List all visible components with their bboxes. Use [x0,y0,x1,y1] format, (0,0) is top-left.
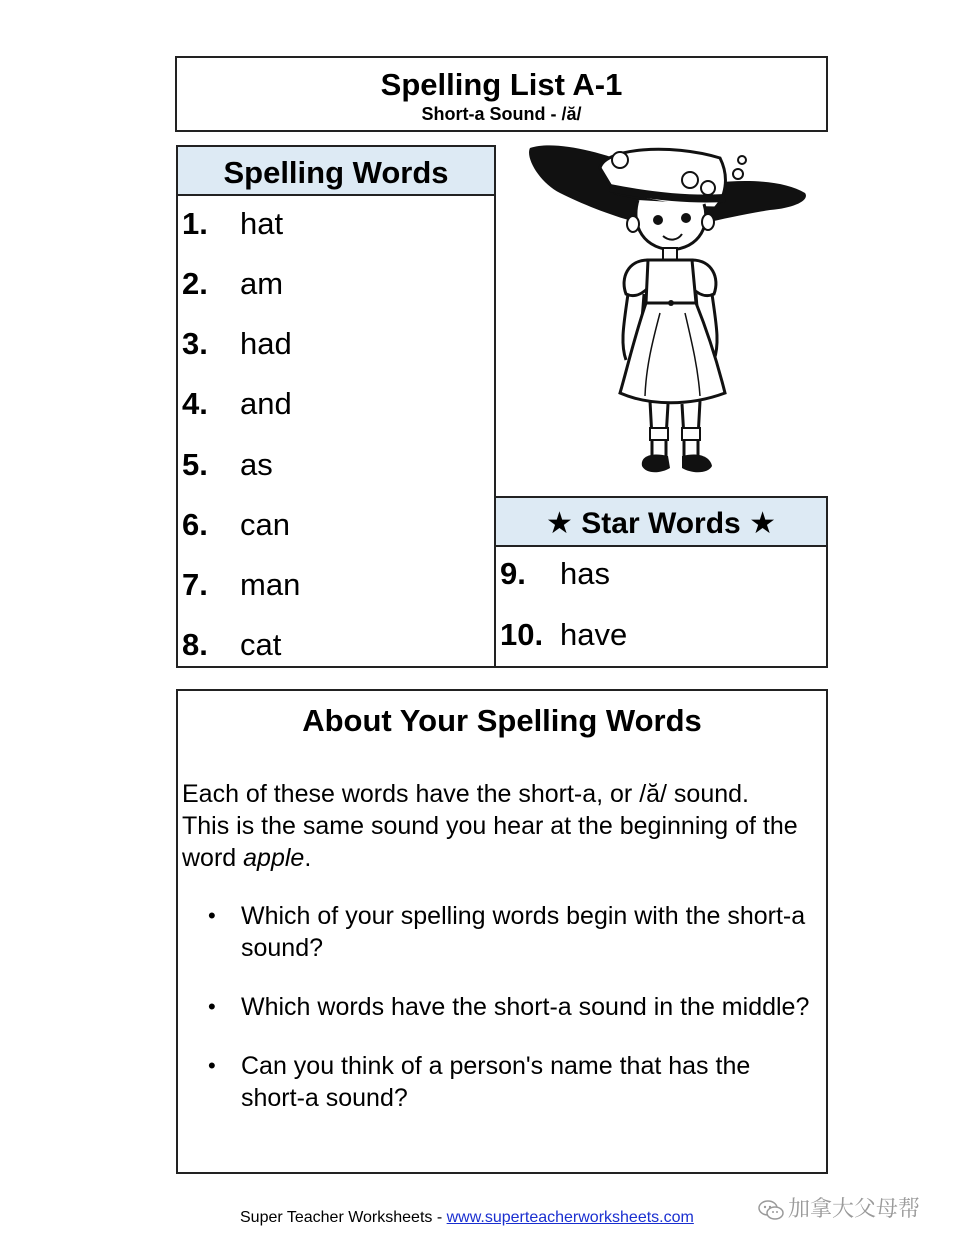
word-text: had [240,326,292,361]
girl-in-hat-illustration [520,138,815,488]
watermark-text: 加拿大父母帮 [788,1196,921,1221]
bullet-icon: • [208,994,216,1019]
word-number: 6. [182,507,208,542]
wechat-icon [758,1200,784,1220]
footer-text: Super Teacher Worksheets - [240,1209,447,1226]
word-text: and [240,386,292,421]
question-list [178,900,818,1141]
list-item: • Can you think of a person's name that has the short-a sound? [208,1052,751,1112]
footer-link[interactable]: www.superteacherworksheets.com [446,1209,694,1226]
word-text: cat [240,627,282,662]
page-title: Spelling List A-1 [380,67,623,102]
about-box [176,689,828,1174]
word-number: 9. [500,556,526,591]
word-number: 4. [182,386,208,421]
word-text: have [560,617,628,652]
watermark [758,1192,920,1223]
word-number: 2. [182,266,208,301]
word-number: 7. [182,567,208,602]
list-item: • Which of your spelling words begin with the short-a sound? [208,902,806,962]
italic-word: apple [243,844,305,872]
list-item: • Which words have the short-a sound in the middle? [208,993,810,1021]
spelling-words-box [176,145,496,668]
title-box [175,56,828,132]
word-number: 1. [182,206,208,241]
bullet-icon: • [208,1053,216,1078]
word-text: hat [240,206,284,241]
footer [240,1209,694,1227]
about-heading: About Your Spelling Words [302,703,702,738]
word-text: can [240,507,290,542]
about-paragraph: Each of these words have the short-a, or /ă/ sound. This is the same sound you hear at the beginning of the word apple. [182,780,798,872]
word-text: has [560,556,610,591]
spelling-words-heading: Spelling Words [178,147,494,196]
word-number: 3. [182,326,208,361]
page-subtitle: Short-a Sound - /ă/ [421,104,582,124]
word-number: 8. [182,627,208,662]
word-text: man [240,567,301,602]
word-text: am [240,266,284,301]
word-number: 10. [500,617,544,652]
star-words-heading: ★ Star Words ★ [496,498,826,547]
bullet-icon: • [208,903,216,928]
word-text: as [240,447,273,482]
word-number: 5. [182,447,208,482]
star-words-box [494,496,828,668]
